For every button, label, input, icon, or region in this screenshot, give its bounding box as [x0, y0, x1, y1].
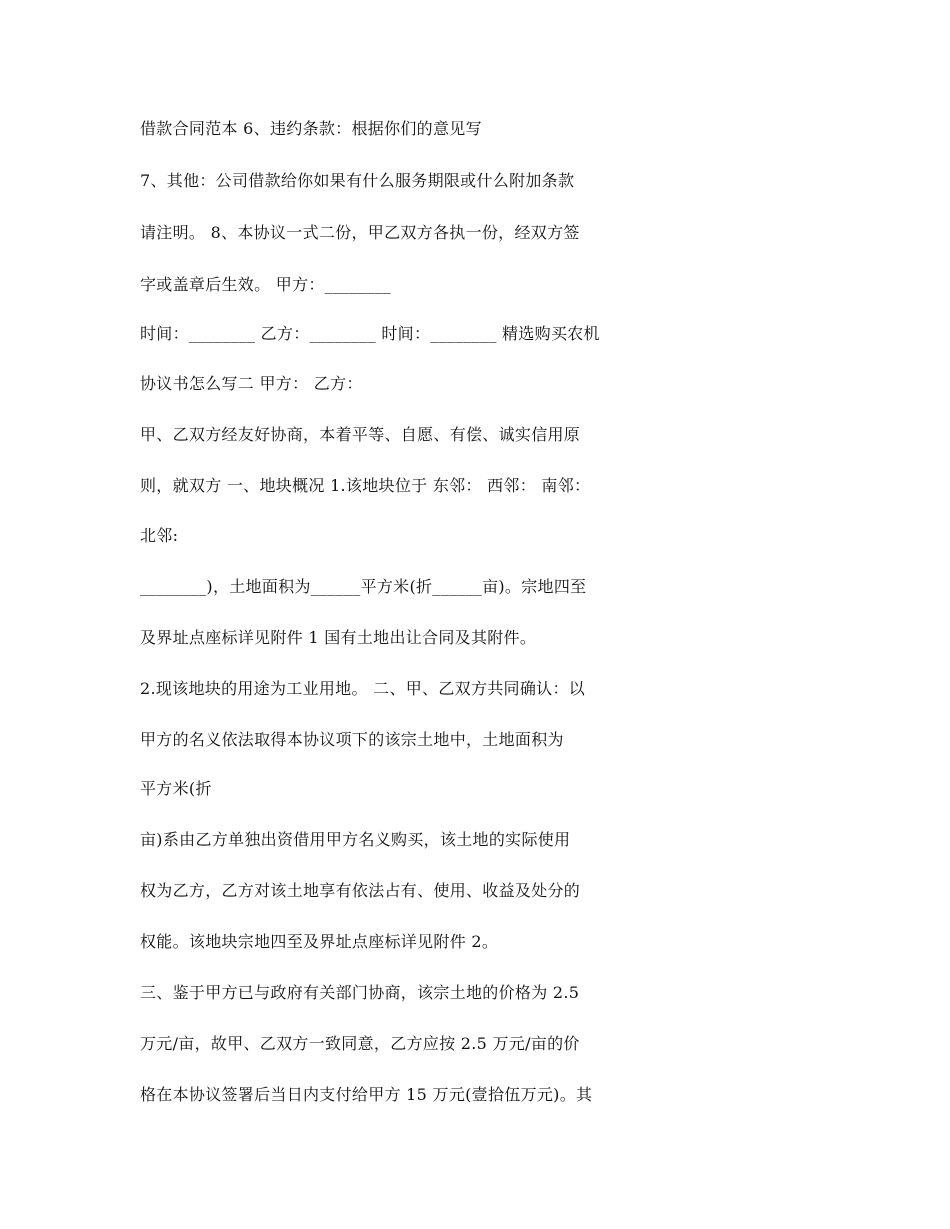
text-line: 时间：________ 乙方：________ 时间：________ 精选购买农机: [140, 324, 600, 343]
text-line: 权为乙方，乙方对该土地享有依法占有、使用、收益及处分的: [140, 881, 581, 900]
text-line: 平方米(折: [140, 779, 212, 798]
text-line: 协议书怎么写二 甲方： 乙方：: [140, 374, 363, 393]
text-line: 7、其他：公司借款给你如果有什么服务期限或什么附加条款: [140, 171, 575, 190]
text-line: 字或盖章后生效。 甲方：________: [140, 275, 392, 294]
text-line: 甲、乙双方经友好协商，本着平等、自愿、有偿、诚实信用原: [140, 425, 581, 444]
text-line: 则，就双方 一、地块概况 1.该地块位于 东邻： 西邻： 南邻：: [140, 476, 591, 495]
text-line: 权能。该地块宗地四至及界址点座标详见附件 2。: [140, 932, 499, 951]
text-line: 亩)系由乙方单独出资借用甲方名义购买，该土地的实际使用: [140, 830, 571, 849]
text-line: 北邻:: [140, 526, 179, 545]
text-line: 万元/亩，故甲、乙双方一致同意，乙方应按 2.5 万元/亩的价: [140, 1034, 580, 1053]
text-line: 甲方的名义依法取得本协议项下的该宗土地中，土地面积为: [140, 730, 564, 749]
text-line: 及界址点座标详见附件 1 国有土地出让合同及其附件。: [140, 628, 537, 647]
text-line: 请注明。 8、本协议一式二份，甲乙双方各执一份，经双方签: [140, 223, 580, 242]
text-line: 借款合同范本 6、违约条款：根据你们的意见写: [140, 119, 482, 138]
text-line: 2.现该地块的用途为工业用地。 二、甲、乙双方共同确认：以: [140, 679, 586, 698]
text-line: 三、鉴于甲方已与政府有关部门协商，该宗土地的价格为 2.5: [140, 983, 580, 1002]
text-line: 格在本协议签署后当日内支付给甲方 15 万元(壹拾伍万元)。其: [140, 1085, 593, 1104]
text-line: ________)，土地面积为______平方米(折______亩)。宗地四至: [140, 577, 587, 596]
